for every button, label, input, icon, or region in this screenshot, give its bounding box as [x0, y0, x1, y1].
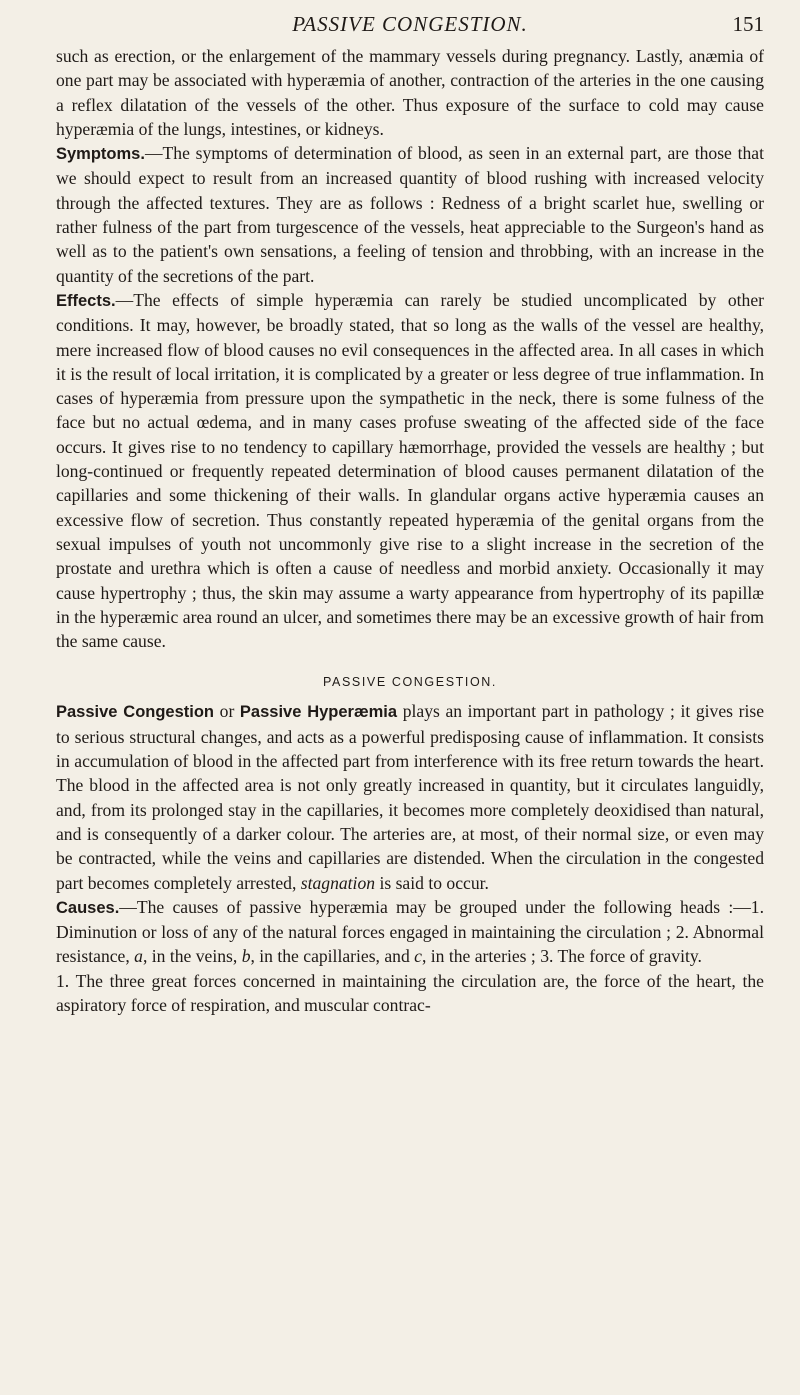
causes-letter-b: b	[241, 946, 251, 967]
paragraph-passive-congestion	[56, 699, 764, 894]
causes-text-1: —The causes of passive hyperæmia may be grouped under the following heads :—1. Diminution or loss of any of the natural forces engaged in maintaining the circulation ; 2. Abnormal resistance,	[56, 896, 764, 967]
causes-letter-c: c	[414, 946, 422, 967]
paragraph-effects	[56, 288, 764, 653]
causes-text-4: , in the arteries ; 3. The force of gravity.	[421, 946, 702, 967]
paragraph-forces: 1. The three great forces concerned in maintaining the circulation are, the force of the heart, the aspiratory force of respiration, and muscular contrac-	[56, 970, 764, 1015]
causes-text-2: , in the veins,	[142, 946, 242, 967]
page-number: 151	[732, 12, 764, 36]
paragraph-intro: such as erection, or the enlargement of the mammary vessels during pregnancy. Lastly, anæmia of one part may be associated with hyperæmia of another, contraction of the arteries in the one causing a reflex dilatation of the vessels of the other. Thus exposure of the surface to cold may cause hyperæmia of the lungs, intestines, or kidneys.	[56, 46, 764, 139]
causes-letter-a: a	[134, 946, 143, 967]
effects-text: —The effects of simple hyperæmia can rarely be studied uncomplicated by other conditions. It may, however, be broadly stated, that so long as the walls of the vessel are healthy, mere increased flow of blood causes no evil consequences in the affected area. In all cases in which it is the result of local irritation, it is complicated by a greater or less degree of true inflammation. In cases of hyperæmia from pressure upon the sympathetic in the neck, there is some fulness of the face but no actual œdema, and in many cases profuse sweating of the affected side of the face occurs. It gives rise to no tendency to capillary hæmorrhage, provided the vessels are healthy ; but long-continued or frequently repeated determination of blood causes permanent dilatation of the capillaries and some thickening of their walls. In glandular organs active hyperæmia causes an excessive flow of secretion. Thus constantly repeated hyperæmia of the genital organs from the sexual impulses of youth not uncommonly give rise to a slight increase in the secretion of the prostate and urethra which is often a cause of needless and morbid anxiety. Occasionally it may cause hypertrophy ; thus, the skin may assume a warty appearance from hypertrophy of its papillæ in the hyperæmic area round an ulcer, and sometimes there may be an excessive growth of hair from the same cause.	[56, 289, 764, 652]
passive-or: or	[214, 701, 240, 722]
symptoms-text: —The symptoms of determination of blood, as seen in an external part, are those that we should expect to result from an increased quantity of blood rushing with increased velocity through the affected textures. They are as follows : Redness of a bright scarlet hue, swelling or rather fulness of the part from turgescence of the vessels, heat appreciable to the Surgeon's hand as well as to the patient's own sensations, a feeling of tension and throbbing, with an increase in the quantity of the secretions of the part.	[56, 143, 764, 286]
symptoms-heading: Symptoms.	[56, 145, 145, 164]
page-header	[56, 4, 764, 44]
causes-heading: Causes.	[56, 898, 120, 917]
passive-hyperaemia-term: Passive Hyperæmia	[239, 703, 398, 722]
stagnation-term: stagnation	[300, 872, 376, 893]
section-heading: PASSIVE CONGESTION.	[323, 675, 497, 690]
passive-text: plays an important part in pathology ; it gives rise to serious structural changes, and acts as a powerful predisposing cause of inflammation. It consists in accumulation of blood in the affected part from interference with its free return towards the heart. The blood in the affected area is not only greatly increased in quantity, but it circulates languidly, and, from its prolonged stay in the capillaries, it becomes more completely deoxidised than natural, and is consequently of a darker colour. The arteries are, at most, of their normal size, or even may be contracted, while the veins and capillaries are distended. When the circulation in the congested part becomes completely arrested,	[56, 701, 764, 893]
paragraph-causes	[56, 895, 764, 969]
passive-text-end: is said to occur.	[375, 872, 489, 893]
running-head: PASSIVE CONGESTION.	[292, 12, 528, 36]
paragraph-symptoms	[56, 141, 764, 288]
causes-text-3: , in the capillaries, and	[250, 946, 415, 967]
passive-congestion-term: Passive Congestion	[56, 703, 215, 722]
effects-heading: Effects.	[56, 291, 116, 310]
